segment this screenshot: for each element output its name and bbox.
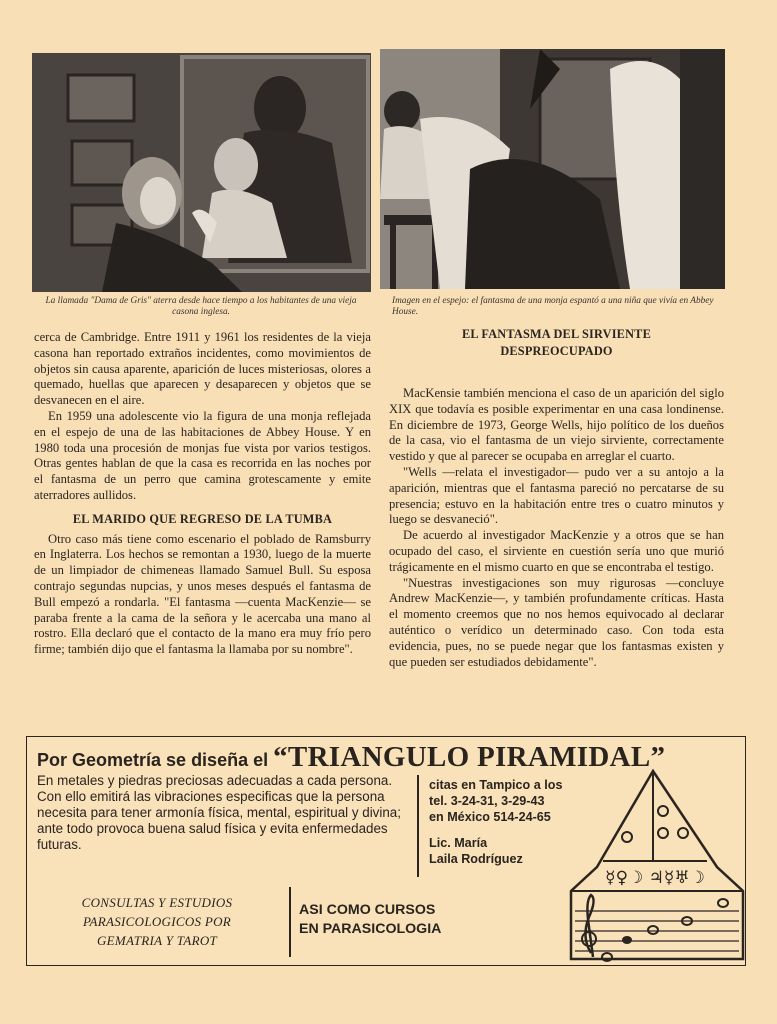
- article-paragraph: cerca de Cambridge. Entre 1911 y 1961 los residentes de la vieja casona han reportado extraños incidentes, como movimientos de objetos sin causa aparente, aparición de luces misteriosas, olores a quemado, huellas que aparecen y desaparecen y objetos que se desvanecen en el aire.: [34, 330, 371, 408]
- ad-description: [37, 773, 407, 853]
- article-paragraph: Otro caso más tiene como escenario el poblado de Ramsburry en Inglaterra. Los hechos se remontan a 1930, luego de la muerte de un limpiador de chimeneas llamado Samuel Bull. Su esposa contrajo segundas nupcias, y unos meses después el fantasma de Bull empezó a rondarla. "El fantasma —cuenta MacKenzie— se paraba frente a la cama de la señora y le acercaba una mano al rostro. Ella declaró que el contacto de la mano era muy frío pero firme; también dijo que el fantasma la llamaba por su nombre".: [34, 531, 371, 657]
- pyramid-logo-icon: [567, 767, 745, 963]
- photo-lady-in-grey-image: [32, 53, 371, 292]
- ad-consult-line: GEMATRIA Y TAROT: [96, 933, 218, 948]
- article-left-column: [34, 330, 371, 658]
- ad-courses-line: ASI COMO CURSOS: [299, 902, 436, 918]
- ad-title-main: “TRIANGULO PIRAMIDAL”: [273, 741, 666, 773]
- photo-nun-in-mirror: [380, 49, 725, 289]
- article-paragraph: "Nuestras investigaciones son muy rigurosas —concluye Andrew MacKenzie—, y también profundamente críticas. Hasta el momento creemos que no nos hemos equivocado al declarar auténtico o verídico un determinado caso. Con toda esta evidencia, pues, no se puede negar que los fantasmas existen y que pueden ser estudiados debidamente".: [389, 575, 724, 669]
- ad-divider: [417, 775, 419, 877]
- ad-description-line: Con ello emitirá las vibraciones especificas que la persona necesita para tener armonía física, mental, espiritual y divina; ante todo provoca buena salud física y evita enfermedades futuras.: [37, 789, 401, 852]
- photo-left-caption: La llamada "Dama de Gris" aterra desde hace tiempo a los habitantes de una vieja casona inglesa.: [45, 296, 357, 317]
- ad-consult-line: PARASICOLOGICOS POR: [82, 914, 232, 929]
- ad-contact-name: Lic. María: [429, 836, 488, 850]
- ad-contact-line: en México 514-24-65: [429, 810, 551, 824]
- ad-title-prefix: Por Geometría se diseña el: [37, 750, 269, 770]
- ad-courses: [299, 901, 441, 939]
- article-right-column: [389, 326, 724, 670]
- article-paragraph: MacKensie también menciona el caso de un aparición del siglo XIX que todavía es posible experimentar en una casa londinense. En diciembre de 1973, George Wells, hijo político de los dueños de la casa, vio el fantasma de un viejo sirviente, correctamente vestido y que al parecer se ocupaba en arreglar el cuarto.: [389, 386, 724, 464]
- article-paragraph: "Wells —relata el investigador— pudo ver a su antojo a la aparición, mientras que el fantasma pareció no percatarse de su presencia; estuvo en la habitación entre tres o cuatro minutos y luego se desvaneció".: [389, 464, 724, 527]
- section-heading-servant-line1: EL FANTASMA DEL SIRVIENTE: [462, 327, 651, 341]
- photo-right-caption: Imagen en el espejo: el fantasma de una monja espantó a una niña que vivía en Abbey House.: [392, 296, 714, 317]
- ad-contact-line: citas en Tampico a los: [429, 778, 563, 792]
- photo-nun-in-mirror-image: [380, 49, 725, 289]
- ad-consult-line: CONSULTAS Y ESTUDIOS: [81, 895, 233, 910]
- ad-contact-name: Laila Rodríguez: [429, 852, 523, 866]
- section-heading-servant: [389, 326, 724, 360]
- ad-description-line: En metales y piedras preciosas adecuadas a cada persona.: [37, 773, 393, 788]
- ad-courses-line: EN PARASICOLOGIA: [299, 921, 442, 937]
- advertisement-box: [26, 736, 746, 966]
- zodiac-symbols: ☿♀☽ ♃☿♅☽: [605, 868, 705, 888]
- photo-lady-in-grey: [32, 53, 371, 292]
- ad-consultations: [47, 893, 267, 950]
- ad-contact-info: [429, 777, 562, 867]
- article-paragraph: En 1959 una adolescente vio la figura de una monja reflejada en el espejo de una de las habitaciones de Abbey House. Y en 1980 toda una procesión de monjas fue vista por varios testigos. Otras gentes hablan de que la casa es recorrida en las noches por el fantasma de un perro que camina grotescamente y emite aterradores aullidos.: [34, 408, 371, 502]
- article-paragraph: De acuerdo al investigador MacKenzie y a otros que se han ocupado del caso, el sirviente en cuestión sería uno que murió trágicamente en el mismo cuarto en que se encontraba el testigo.: [389, 528, 724, 574]
- section-heading-husband: EL MARIDO QUE REGRESO DE LA TUMBA: [72, 511, 333, 526]
- section-heading-servant-line2: DESPREOCUPADO: [500, 344, 613, 358]
- ad-contact-line: tel. 3-24-31, 3-29-43: [429, 794, 545, 808]
- ad-divider: [289, 887, 291, 957]
